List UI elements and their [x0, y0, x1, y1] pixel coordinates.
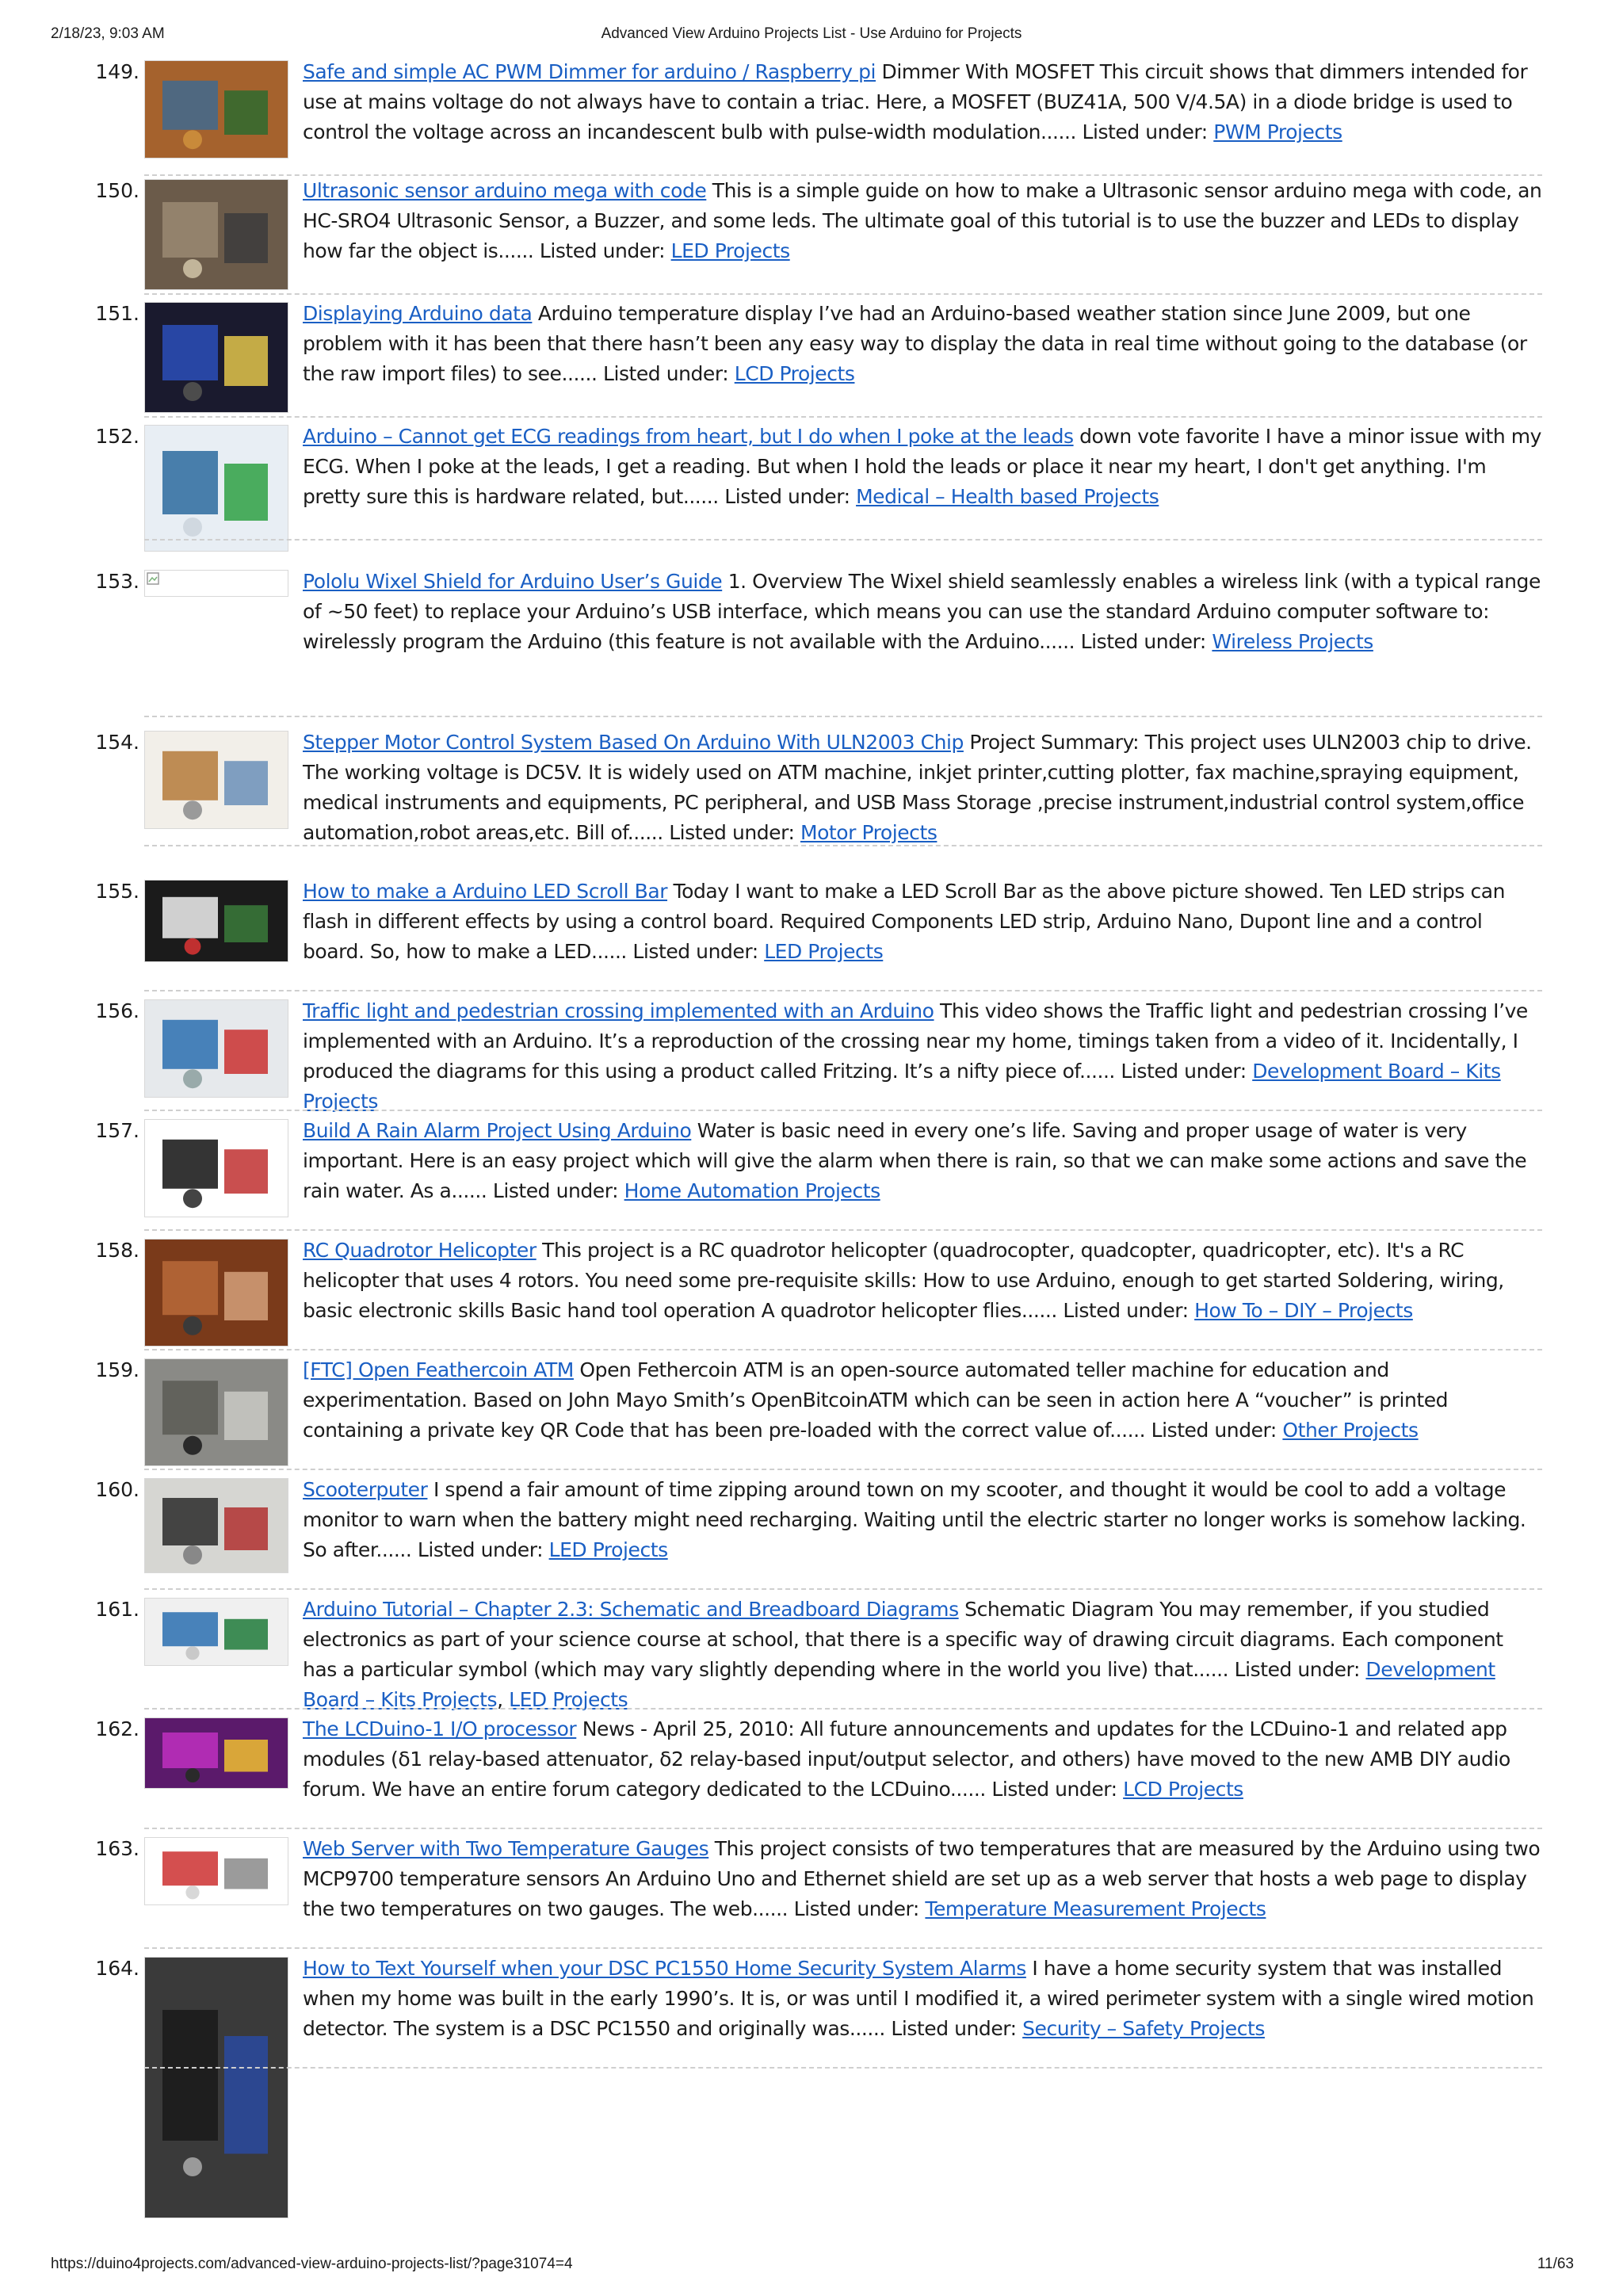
- listed-under-label: Listed under:: [788, 1897, 926, 1920]
- print-url: https://duino4projects.com/advanced-view-arduino-projects-list/?page31074=4: [51, 2256, 573, 2272]
- project-title-link[interactable]: Displaying Arduino data: [303, 302, 533, 325]
- entry-text: [303, 1355, 1542, 1446]
- project-description: I have a home security system that was installed when my home was built in the early 1990’s. It is, or was until I modified it, a wired perimeter system with a single wired motion detector. The system is a DSC PC1550 and originally was......: [303, 1957, 1534, 2040]
- listed-under-label: Listed under:: [1056, 1299, 1195, 1322]
- thumbnail-image: [145, 61, 288, 159]
- entry-text: [303, 57, 1542, 147]
- project-thumbnail[interactable]: [144, 302, 288, 413]
- project-thumbnail[interactable]: [144, 1717, 288, 1789]
- print-datetime: 2/18/23, 9:03 AM: [51, 25, 165, 42]
- entry-text: [303, 1236, 1542, 1326]
- entry-number: 157.: [95, 1119, 139, 1142]
- project-title-link[interactable]: Scooterputer: [303, 1478, 428, 1501]
- project-description: Arduino temperature display I’ve had an Arduino-based weather station since June 2009, but one problem with it has been that there hasn’t been any easy way to display the data in real time without going to the database (or the raw import files) to see......: [303, 302, 1527, 385]
- entry-number: 162.: [95, 1717, 139, 1740]
- category-link[interactable]: LED Projects: [548, 1538, 668, 1561]
- project-thumbnail[interactable]: [144, 1358, 288, 1466]
- thumbnail-image: [145, 1599, 288, 1666]
- entry-divider: [144, 990, 1542, 991]
- entry-number: 150.: [95, 179, 139, 202]
- project-description: Today I want to make a LED Scroll Bar as the above picture showed. Ten LED strips can flash in different effects by using a control board. Required Components LED strip, Arduino Nano, Dupont line and a control board. So, how to make a LED......: [303, 880, 1506, 963]
- project-thumbnail[interactable]: [144, 1837, 288, 1905]
- category-link[interactable]: Development Board – Kits Projects: [303, 1060, 1501, 1113]
- project-thumbnail[interactable]: [144, 1239, 288, 1347]
- project-thumbnail[interactable]: [144, 999, 288, 1098]
- project-title-link[interactable]: Build A Rain Alarm Project Using Arduino: [303, 1119, 692, 1142]
- project-thumbnail[interactable]: [144, 1119, 288, 1217]
- print-header: [0, 25, 1623, 49]
- project-thumbnail[interactable]: [144, 1957, 288, 2218]
- thumbnail-image: [145, 1958, 288, 2218]
- entry-text: [303, 1595, 1542, 1715]
- category-link[interactable]: Medical – Health based Projects: [856, 485, 1159, 508]
- entry-divider: [144, 1229, 1542, 1231]
- listed-under-label: Listed under:: [1145, 1419, 1283, 1442]
- listed-under-label: Listed under:: [663, 821, 800, 844]
- entry-number: 164.: [95, 1957, 139, 1980]
- entry-text: [303, 299, 1542, 389]
- project-description: down vote favorite I have a minor issue with my ECG. When I poke at the leads, I get a reading. But when I hold the leads or place it near my heart, I don't get anything. I'm pretty sure this is hardware related, but......: [303, 425, 1541, 508]
- project-title-link[interactable]: Arduino – Cannot get ECG readings from heart, but I do when I poke at the leads: [303, 425, 1074, 448]
- entry-divider: [144, 1110, 1542, 1111]
- category-link[interactable]: LCD Projects: [1123, 1778, 1243, 1801]
- entry-text: [303, 422, 1542, 512]
- project-thumbnail[interactable]: [144, 425, 288, 552]
- project-description: News - April 25, 2010: All future announcements and updates for the LCDuino-1 and related app modules (δ1 relay-based attenuator, δ2 relay-based input/output selector, and others) have moved to the new AMB DIY audio forum. We have an entire forum category dedicated to the LCDuino......: [303, 1717, 1510, 1801]
- project-thumbnail[interactable]: [144, 1478, 288, 1573]
- project-thumbnail[interactable]: [144, 880, 288, 962]
- listed-under-label: Listed under:: [1075, 120, 1214, 143]
- listed-under-label: Listed under:: [884, 2017, 1023, 2040]
- entry-number: 161.: [95, 1598, 139, 1621]
- category-separator: ,: [497, 1688, 510, 1711]
- entry-number: 160.: [95, 1478, 139, 1501]
- listed-under-label: Listed under:: [1228, 1658, 1366, 1681]
- entry-divider: [144, 1947, 1542, 1949]
- listed-under-label: Listed under:: [985, 1778, 1124, 1801]
- print-footer: [0, 2256, 1623, 2279]
- listed-under-label: Listed under:: [411, 1538, 549, 1561]
- broken-image-icon: [145, 571, 161, 586]
- category-link[interactable]: Motor Projects: [800, 821, 938, 844]
- entry-divider: [144, 1828, 1542, 1829]
- category-link[interactable]: Wireless Projects: [1212, 630, 1373, 653]
- print-page-title: Advanced View Arduino Projects List - Use Arduino for Projects: [601, 25, 1022, 42]
- entry-text: [303, 728, 1542, 848]
- project-description: This project is a RC quadrotor helicopter (quadrocopter, quadcopter, quadricopter, etc). It's a RC helicopter that uses 4 rotors. You need some pre-requisite skills: How to use Arduino, enough to get started Soldering, wiring, basic electronic skills Basic hand tool operation A quadrotor helicopter flies......: [303, 1239, 1504, 1322]
- entry-divider: [144, 1708, 1542, 1710]
- project-title-link[interactable]: The LCDuino-1 I/O processor: [303, 1717, 577, 1740]
- project-thumbnail[interactable]: [144, 1598, 288, 1666]
- category-link[interactable]: Other Projects: [1282, 1419, 1419, 1442]
- entry-number: 153.: [95, 570, 139, 593]
- project-title-link[interactable]: How to Text Yourself when your DSC PC1550 Home Security System Alarms: [303, 1957, 1026, 1980]
- project-title-link[interactable]: Arduino Tutorial – Chapter 2.3: Schematic and Breadboard Diagrams: [303, 1598, 959, 1621]
- thumbnail-image: [145, 732, 288, 829]
- entry-text: [303, 996, 1542, 1117]
- entry-number: 156.: [95, 999, 139, 1022]
- entry-number: 158.: [95, 1239, 139, 1262]
- project-title-link[interactable]: How to make a Arduino LED Scroll Bar: [303, 880, 668, 903]
- thumbnail-image: [145, 1838, 288, 1905]
- listed-under-label: Listed under:: [597, 362, 735, 385]
- entry-text: [303, 877, 1542, 967]
- project-description: Water is basic need in every one’s life. Saving and proper usage of water is very important. Here is an easy project which will give the alarm when there is rain, so that we can make some actions and save the rain water. As a......: [303, 1119, 1527, 1202]
- listed-under-label: Listed under:: [626, 940, 765, 963]
- project-description: I spend a fair amount of time zipping around town on my scooter, and thought it would be cool to add a voltage monitor to warn when the battery might need recharging. Waiting until the electric starter no longer works is somehow lacking. So after......: [303, 1478, 1526, 1561]
- entry-number: 163.: [95, 1837, 139, 1860]
- category-link[interactable]: Home Automation Projects: [624, 1179, 880, 1202]
- project-title-link[interactable]: [FTC] Open Feathercoin ATM: [303, 1358, 574, 1381]
- entry-number: 152.: [95, 425, 139, 448]
- thumbnail-image: [145, 1240, 288, 1347]
- project-title-link[interactable]: Safe and simple AC PWM Dimmer for arduino / Raspberry pi: [303, 60, 876, 83]
- project-description: Schematic Diagram You may remember, if you studied electronics as part of your science course at school, that there is a specific way of drawing circuit diagrams. Each component has a particular symbol (which may vary slightly depending where in the world you live) that......: [303, 1598, 1503, 1681]
- entry-divider: [144, 2067, 1542, 2069]
- entry-divider: [144, 1588, 1542, 1590]
- thumbnail-image: [145, 1000, 288, 1098]
- entry-divider: [144, 845, 1542, 846]
- entry-divider: [144, 1469, 1542, 1470]
- entry-text: [303, 1954, 1542, 2044]
- project-thumbnail[interactable]: [144, 570, 288, 597]
- thumbnail-image: [145, 1359, 288, 1466]
- project-title-link[interactable]: Pololu Wixel Shield for Arduino User’s Guide: [303, 570, 723, 593]
- listed-under-label: Listed under:: [533, 239, 671, 262]
- category-link[interactable]: LED Projects: [509, 1688, 628, 1711]
- print-page-number: 11/63: [1537, 2256, 1574, 2272]
- entry-divider: [144, 416, 1542, 418]
- thumbnail-image: [145, 303, 288, 413]
- thumbnail-image: [145, 1718, 288, 1789]
- entry-number: 151.: [95, 302, 139, 325]
- category-link[interactable]: Temperature Measurement Projects: [925, 1897, 1266, 1920]
- project-title-link[interactable]: Ultrasonic sensor arduino mega with code: [303, 179, 707, 202]
- listed-under-label: Listed under:: [718, 485, 857, 508]
- project-description: This video shows the Traffic light and pedestrian crossing I’ve implemented with an Arduino. It’s a reproduction of the crossing near my home, timings taken from a video of it. Incidentally, I produced the diagrams for this using a product called Fritzing. It’s a nifty piece of......: [303, 999, 1528, 1083]
- entry-divider: [144, 1349, 1542, 1350]
- listed-under-label: Listed under:: [487, 1179, 624, 1202]
- entry-number: 155.: [95, 880, 139, 903]
- entry-divider: [144, 716, 1542, 717]
- thumbnail-image: [145, 1479, 288, 1573]
- entry-number: 154.: [95, 731, 139, 754]
- project-title-link[interactable]: Stepper Motor Control System Based On Arduino With ULN2003 Chip: [303, 731, 964, 754]
- project-description: Dimmer With MOSFET This circuit shows that dimmers intended for use at mains voltage do not always have to contain a triac. Here, a MOSFET (BUZ41A, 500 V/4.5A) in a diode bridge is used to control the voltage across an incandescent bulb with pulse-width modulation......: [303, 60, 1528, 143]
- project-thumbnail[interactable]: [144, 179, 288, 290]
- project-description: 1. Overview The Wixel shield seamlessly enables a wireless link (with a typical range of ~50 feet) to replace your Arduino’s USB interface, which means you can use the standard Arduino computer software to: wirelessly program the Arduino (this feature is not available with the Arduino......: [303, 570, 1541, 653]
- project-description: This project consists of two temperatures that are measured by the Arduino using two MCP9700 temperature sensors An Arduino Uno and Ethernet shield are set up as a web server that hosts a web page to display the two temperatures on two gauges. The web......: [303, 1837, 1541, 1920]
- category-link[interactable]: Development Board – Kits Projects: [303, 1658, 1495, 1711]
- entry-text: [303, 176, 1542, 266]
- entry-text: [303, 1834, 1542, 1924]
- project-title-link[interactable]: Web Server with Two Temperature Gauges: [303, 1837, 709, 1860]
- entry-text: [303, 567, 1542, 657]
- project-description: Open Fethercoin ATM is an open-source automated teller machine for education and experimentation. Based on John Mayo Smith’s OpenBitcoinATM which can be seen in action here A “voucher” is printed containing a private key QR Code that has been pre-loaded with the correct value of......: [303, 1358, 1449, 1442]
- thumbnail-image: [145, 426, 288, 552]
- project-thumbnail[interactable]: [144, 731, 288, 829]
- thumbnail-image: [145, 881, 288, 962]
- entry-divider: [144, 293, 1542, 295]
- category-link[interactable]: LED Projects: [670, 239, 790, 262]
- entry-text: [303, 1116, 1542, 1206]
- listed-under-label: Listed under:: [1114, 1060, 1253, 1083]
- category-link[interactable]: LCD Projects: [734, 362, 855, 385]
- thumbnail-image: [145, 1120, 288, 1217]
- entry-number: 149.: [95, 60, 139, 83]
- project-description: This is a simple guide on how to make a Ultrasonic sensor arduino mega with code, an HC-SRO4 Ultrasonic Sensor, a Buzzer, and some leds. The ultimate goal of this tutorial is to use the buzzer and LEDs to display how far the object is......: [303, 179, 1542, 262]
- category-link[interactable]: LED Projects: [764, 940, 884, 963]
- thumbnail-image: [145, 180, 288, 290]
- listed-under-label: Listed under:: [1075, 630, 1212, 653]
- project-thumbnail[interactable]: [144, 60, 288, 159]
- category-link[interactable]: PWM Projects: [1213, 120, 1342, 143]
- entry-divider: [144, 539, 1542, 541]
- entry-text: [303, 1475, 1542, 1565]
- project-description: Project Summary: This project uses ULN2003 chip to drive. The working voltage is DC5V. It is widely used on ATM machine, inkjet printer,cutting plotter, fax machine,spraying equipment, medical instruments and equipments, PC peripheral, and USB Mass Storage ,precise instrument,industrial control system,office automation,robot areas,etc. Bill of......: [303, 731, 1532, 844]
- category-link[interactable]: How To – DIY – Projects: [1194, 1299, 1413, 1322]
- category-link[interactable]: Security – Safety Projects: [1022, 2017, 1265, 2040]
- project-title-link[interactable]: RC Quadrotor Helicopter: [303, 1239, 537, 1262]
- entry-number: 159.: [95, 1358, 139, 1381]
- entry-text: [303, 1714, 1542, 1805]
- project-title-link[interactable]: Traffic light and pedestrian crossing implemented with an Arduino: [303, 999, 934, 1022]
